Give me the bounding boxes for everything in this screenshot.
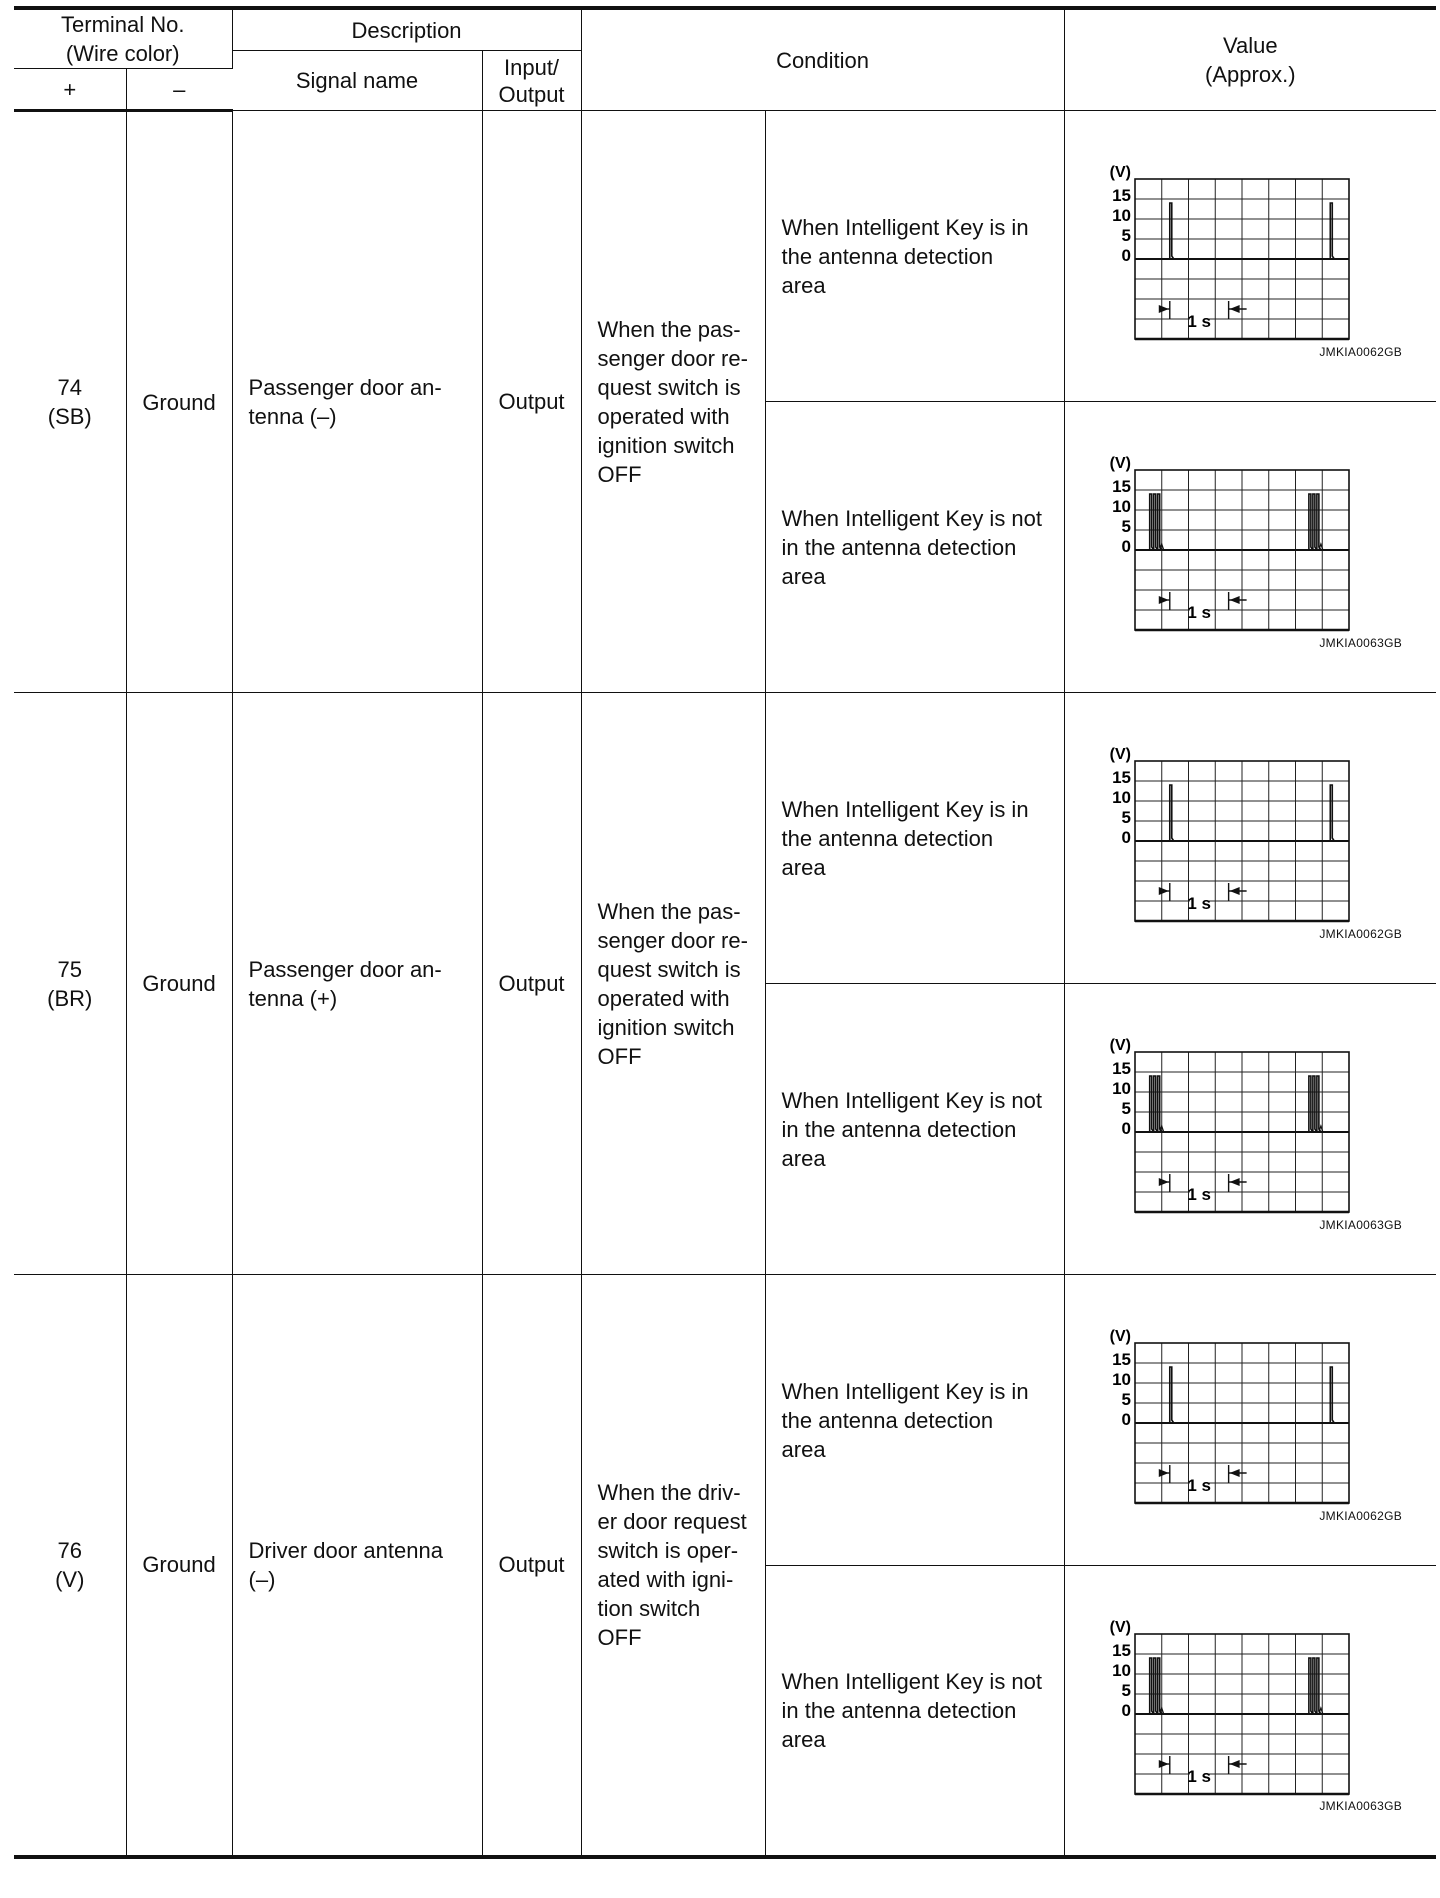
waveform-graph [1109,1028,1355,1210]
figure-id: JMKIA0063GB [1319,1218,1403,1232]
time-scale-label: 1 s [1186,1185,1211,1204]
axis-tick-label: 0 [1121,1701,1131,1720]
axis-tick-label: 10 [1111,206,1131,225]
waveform-cell [1064,984,1436,1275]
waveform-graph [1109,446,1355,628]
waveform-graph [1109,155,1355,337]
condition-detail: When Intelligent Key is in the antenna detection area [765,111,1064,402]
header-terminal-no: Terminal No. (Wire color) [14,8,232,69]
axis-tick-label: 0 [1121,1410,1131,1429]
time-scale-label: 1 s [1186,603,1211,622]
axis-unit-label: (V) [1109,455,1131,472]
table-row [14,693,1436,984]
axis-tick-label: 15 [1111,768,1131,787]
figure-id: JMKIA0062GB [1319,345,1403,359]
waveform-cell [1064,402,1436,693]
figure-id: JMKIA0062GB [1319,1509,1403,1523]
header-signal-name: Signal name [232,51,482,111]
axis-tick-label: 10 [1111,1370,1131,1389]
axis-unit-label: (V) [1109,1037,1131,1054]
condition-detail: When Intelligent Key is not in the antenna detection area [765,1566,1064,1857]
condition-detail: When Intelligent Key is in the antenna detection area [765,693,1064,984]
axis-tick-label: 10 [1111,1661,1131,1680]
axis-unit-label: (V) [1109,1619,1131,1636]
axis-tick-label: 5 [1121,808,1131,827]
waveform-graph [1109,737,1355,919]
figure-id: JMKIA0062GB [1319,927,1403,941]
time-scale-label: 1 s [1186,894,1211,913]
condition-detail: When Intelligent Key is in the antenna detection area [765,1275,1064,1566]
header-minus: – [126,69,232,111]
terminal-number: 74 (SB) [14,111,126,693]
axis-tick-label: 5 [1121,226,1131,245]
header-input-output: Input/ Output [482,51,581,111]
axis-tick-label: 15 [1111,186,1131,205]
waveform-cell [1064,693,1436,984]
axis-tick-label: 0 [1121,537,1131,556]
axis-tick-label: 10 [1111,788,1131,807]
axis-unit-label: (V) [1109,1328,1131,1345]
table-row [14,1275,1436,1566]
condition-detail: When Intelligent Key is not in the antenna detection area [765,402,1064,693]
table-row [14,111,1436,402]
input-output: Output [482,1275,581,1857]
axis-tick-label: 5 [1121,1681,1131,1700]
signal-name: Driver door antenna (–) [232,1275,482,1857]
header-condition: Condition [581,8,1064,111]
header-plus: + [14,69,126,111]
table-body [14,111,1436,1857]
waveform-cell [1064,1566,1436,1857]
axis-tick-label: 0 [1121,246,1131,265]
axis-tick-label: 15 [1111,1350,1131,1369]
waveform-graph [1109,1319,1355,1501]
axis-tick-label: 5 [1121,1099,1131,1118]
time-scale-label: 1 s [1186,312,1211,331]
ground-terminal: Ground [126,1275,232,1857]
header-description: Description [232,8,581,51]
axis-tick-label: 5 [1121,517,1131,536]
terminal-spec-table [14,6,1436,1859]
axis-tick-label: 10 [1111,1079,1131,1098]
figure-id: JMKIA0063GB [1319,636,1403,650]
condition-main: When the pas- senger door re- quest switch is operated with ignition switch OFF [581,111,765,693]
ground-terminal: Ground [126,111,232,693]
signal-name: Passenger door an- tenna (–) [232,111,482,693]
waveform-cell [1064,1275,1436,1566]
axis-tick-label: 15 [1111,1641,1131,1660]
axis-tick-label: 5 [1121,1390,1131,1409]
axis-tick-label: 0 [1121,828,1131,847]
axis-unit-label: (V) [1109,746,1131,763]
axis-tick-label: 15 [1111,477,1131,496]
header-value: Value (Approx.) [1064,8,1436,111]
axis-tick-label: 15 [1111,1059,1131,1078]
axis-tick-label: 10 [1111,497,1131,516]
terminal-number: 76 (V) [14,1275,126,1857]
condition-main: When the pas- senger door re- quest switch is operated with ignition switch OFF [581,693,765,1275]
waveform-graph [1109,1610,1355,1792]
axis-tick-label: 0 [1121,1119,1131,1138]
input-output: Output [482,693,581,1275]
condition-main: When the driv- er door request switch is oper- ated with igni- tion switch OFF [581,1275,765,1857]
axis-unit-label: (V) [1109,164,1131,181]
time-scale-label: 1 s [1186,1767,1211,1786]
figure-id: JMKIA0063GB [1319,1798,1403,1813]
condition-detail: When Intelligent Key is not in the antenna detection area [765,984,1064,1275]
terminal-number: 75 (BR) [14,693,126,1275]
ground-terminal: Ground [126,693,232,1275]
time-scale-label: 1 s [1186,1476,1211,1495]
waveform-cell [1064,111,1436,402]
input-output: Output [482,111,581,693]
signal-name: Passenger door an- tenna (+) [232,693,482,1275]
